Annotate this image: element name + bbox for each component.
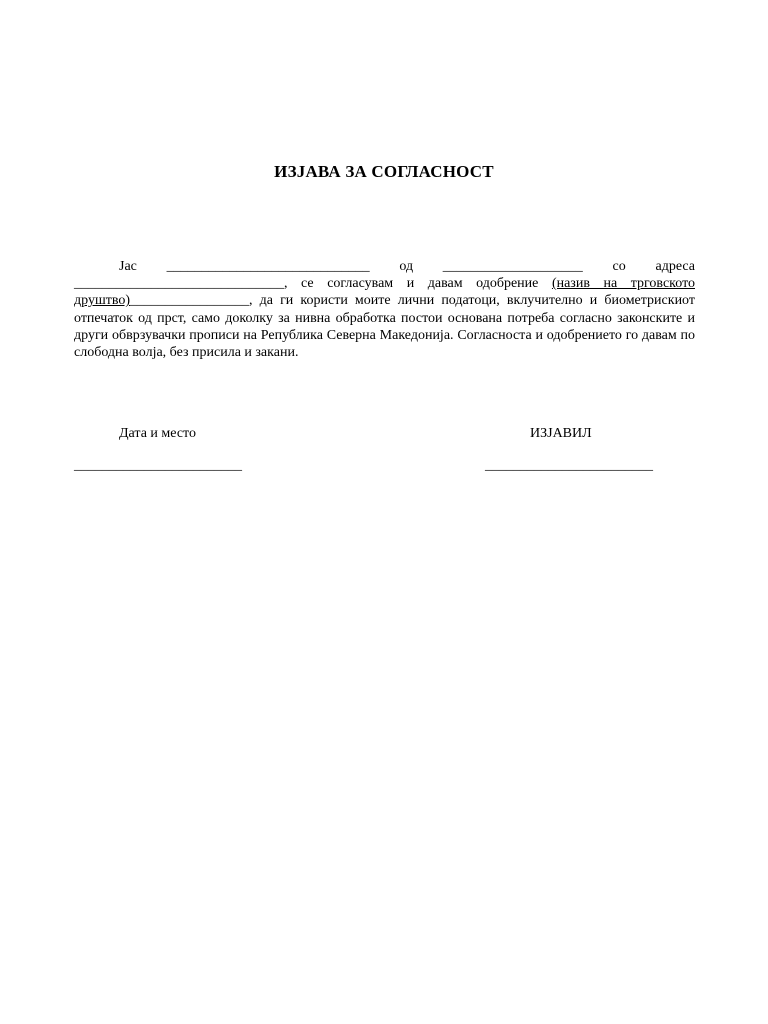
declarant-label: ИЗЈАВИЛ: [530, 426, 592, 441]
document-title: ИЗЈАВА ЗА СОГЛАСНОСТ: [274, 162, 494, 181]
paragraph-part-2: , да ги користи моите лични податоци, вклучително и биометрискиот отпечаток од прст, само доколку за нивна обработка постои основана потреба согласно законските и други обврзувачки прописи на Република Северна Македонија. Согласноста и одобрението го давам по слободна волја, без присила и закани.: [74, 293, 695, 361]
date-place-label: Дата и место: [119, 426, 196, 441]
consent-paragraph: [74, 258, 695, 361]
date-place-signature-line: ________________________: [74, 458, 242, 473]
declarant-signature-line: ________________________: [485, 458, 653, 473]
company-name-placeholder: (назив на трговското друштво): [74, 276, 695, 309]
paragraph-part-1: Јас _____________________________ од ____________________ со адреса ______________________________, се согласувам и давам одобрение: [74, 259, 695, 292]
company-name-blank: _________________: [130, 293, 250, 309]
